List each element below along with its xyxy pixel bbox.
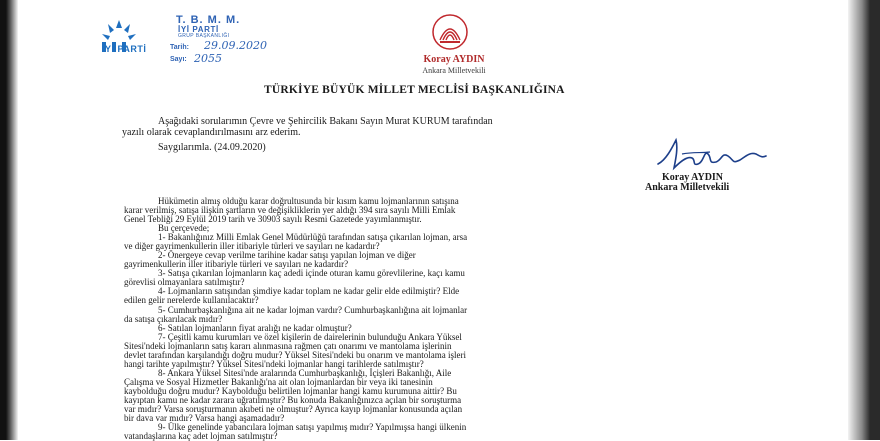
- body-line: 2- Önergeye cevap verilme tarihine kadar satışı yapılan lojman ve diğer: [158, 250, 416, 261]
- body-line: 7- Çeşitli kamu kurumları ve özel kişilerin de dairelerinin bulunduğu Ankara Yüksel: [158, 331, 462, 342]
- body-line: kaybolduğu doğru mudur? Kaybolduğu belirtilen lojmanlar hangi kamu kurumuna aittir? Bu: [124, 385, 457, 396]
- stamp-date-label: Tarih:: [170, 44, 189, 51]
- body-line: 1- Bakanlığınız Milli Emlak Genel Müdürlüğü tarafından satışa çıkarılan lojman, arsa: [158, 232, 468, 243]
- stamp-line-3: GRUP BAŞKANLIĞI: [178, 33, 230, 39]
- stamp-number-label: Sayı:: [170, 56, 187, 63]
- body-line: 9- Ülke genelinde yabancılara lojman satışı yapılmış mıdır? Yapılmışsa hangi ülkenin: [158, 422, 467, 432]
- body-line: vatandaşlarına kaç adet lojman satılmıştır?: [124, 431, 278, 441]
- signature-name: Koray AYDIN: [662, 172, 724, 183]
- intro-line-2: yazılı olarak cevaplandırılmasını arz ederim.: [122, 127, 301, 138]
- signature-title: Ankara Milletvekili: [645, 182, 730, 193]
- body-line: Bu çerçevede;: [158, 223, 210, 234]
- incoming-stamp: [162, 12, 332, 68]
- body-line: gayrimenkullerin iller itibariyle türleri ve sayıları ne kadardır?: [124, 259, 349, 270]
- party-name: İYİ PARTİ: [102, 44, 147, 54]
- tbmm-emblem-icon: [432, 14, 468, 50]
- body-line: da satışa çıkarılacak mıdır?: [124, 313, 223, 324]
- body-line: kayıptan kamu ne kadar zarara uğratılmıştır? Bu konuda Bakanlığınızca açılan bir soruşturma: [124, 394, 462, 405]
- body-line: 3- Satışa çıkarılan lojmanların kaç adedi içinde oturan kamu görevlilerine, kaçı kamu: [158, 268, 465, 279]
- body-line: 4- Lojmanların satışından şimdiye kadar toplam ne kadar gelir elde edilmiştir? Elde: [158, 286, 460, 297]
- body-line: var mıdır? Varsa soruşturmanın akıbeti ne olmuştur? Ayrıca kayıp lojmanlar konusunda açılan: [124, 403, 463, 414]
- body-line: Çalışma ve Sosyal Hizmetler Bakanlığı'na ait olan lojmanlardan bir veya iki tanesinin: [124, 376, 433, 387]
- body-line: Genel Tebliği 29 Eylül 2019 tarih ve 30903 sayılı Resmi Gazetede yayımlanmıştır.: [124, 214, 422, 225]
- scan-edge-left: [0, 0, 18, 440]
- body-line: bir dava var mıdır? Varsa hangi aşamadadır?: [124, 412, 285, 423]
- stamp-date-value: 29.09.2020: [204, 39, 267, 52]
- body-line: görevlisi olmayanlara satılmıştır?: [124, 277, 245, 288]
- intro-line-1: Aşağıdaki sorularımın Çevre ve Şehircilik Bakanı Sayın Murat KURUM tarafından: [158, 116, 493, 127]
- mp-title: Ankara Milletvekili: [422, 66, 486, 75]
- body-line: 6- Satılan lojmanların fiyat aralığı ne kadar olmuştur?: [158, 322, 352, 333]
- body-line: edilen gelir nerelerde kullanılacaktır?: [124, 295, 259, 306]
- body-line: ve diğer gayrimenkullerin iller itibariyle türleri ve sayıları ne kadardır?: [124, 241, 380, 252]
- body-line: Sitesi'ndeki lojmanların satış kararı alınmasına rağmen çatı onarımı ve mantolama işlerinin: [124, 340, 452, 351]
- mp-name: Koray AYDIN: [423, 54, 485, 65]
- body-line: 5- Cumhurbaşkanlığına ait ne kadar lojman vardır? Cumhurbaşkanlığına ait lojmanlar: [158, 304, 468, 315]
- stamp-line-2: İYİ PARTİ: [178, 25, 219, 34]
- body-line: 8- Ankara Yüksel Sitesi'nde aralarında Cumhurbaşkanlığı, İçişleri Bakanlığı, Aile: [158, 367, 452, 378]
- body-line: hangi tarihte yapılmıştır? Yüksel Sitesi'ndeki lojmanlar hangi tarihlerde satılmıştır?: [124, 358, 424, 369]
- document-title: TÜRKİYE BÜYÜK MİLLET MECLİSİ BAŞKANLIĞINA: [264, 84, 565, 96]
- body-line: karar verilmiş, satışa ilişkin şartların ve değişikliklerin yer aldığı 394 sıra sayılı Milli Emlak: [124, 205, 456, 215]
- scan-edge-right: [848, 0, 880, 440]
- stamp-number-value: 2055: [194, 52, 222, 65]
- stamp-line-1: T. B. M. M.: [176, 14, 241, 26]
- handwritten-signature: [652, 134, 772, 174]
- greeting: Saygılarımla. (24.09.2020): [158, 142, 266, 153]
- body-line: devlet tarafından karşılandığı doğru mudur? Yüksel Sitesi'ndeki bu onarım ve mantolama işleri: [124, 349, 466, 360]
- body-line: Hükümetin almış olduğu karar doğrultusunda bir kısım kamu lojmanlarının satışına: [158, 196, 459, 206]
